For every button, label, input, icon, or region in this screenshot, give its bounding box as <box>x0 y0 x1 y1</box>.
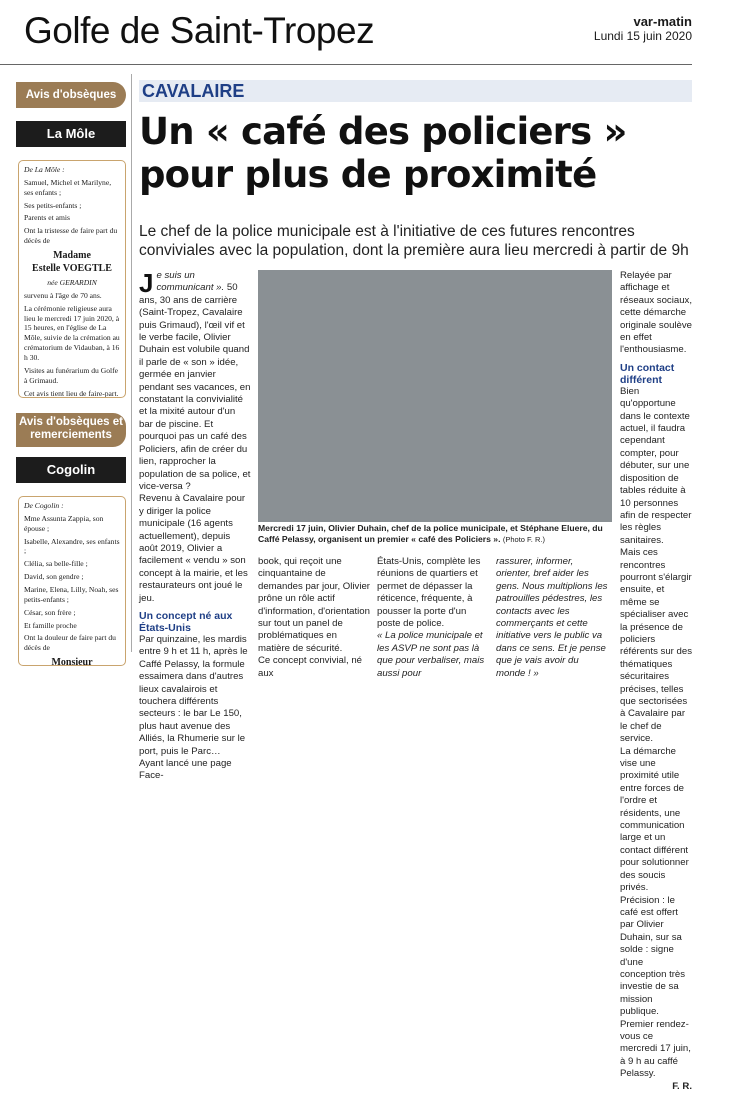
notice-line: Isabelle, Alexandre, ses enfants ; <box>24 536 120 556</box>
article-standfirst: Le chef de la police municipale est à l'initiative de ces futures rencontres conviviales avec la population, dont la première aura lieu mercredi à partir de 9h <box>139 223 689 259</box>
paragraph: Relayée par affichage et réseaux sociaux, cette démarche originale soulève en effet l'enthousiasme. <box>620 270 692 356</box>
obituary-thanks-section-tab: Avis d'obsèques et remerciements <box>16 413 126 447</box>
town-header-la-mole: La Môle <box>16 121 126 147</box>
newspaper-name: var-matin <box>633 14 692 29</box>
article-column-3 <box>377 556 489 680</box>
paragraph: Ce concept convivial, né aux <box>258 655 362 679</box>
article-photo <box>258 270 612 522</box>
notice-line: Cet avis tient lieu de faire-part. <box>24 388 119 398</box>
paragraph: Par quinzaine, les mardis entre 9 h et 11 h, après le Caffé Pelassy, la formule essaimera dans d'autres lieux cavalairois et touchera différents secteurs : le bar Le 150, plus haut avenue des Alliés, la Rhumerie sur le port, puis le Parc… <box>139 633 248 757</box>
obituary-notice-1 <box>18 160 126 398</box>
notice-line: Samuel, Michel et Marilyne, ses enfants ; <box>24 177 112 197</box>
notice-line: Ont la douleur de faire part du décès de <box>24 633 116 653</box>
notice-line: David, son gendre ; <box>24 572 84 582</box>
notice-line: Marine, Elena, Lilly, Noah, ses petits-enfants ; <box>24 585 119 604</box>
maiden-name: née GERARDIN <box>47 278 97 288</box>
opening-quote: e suis un communicant ». <box>156 270 225 294</box>
newspaper-info <box>594 14 692 43</box>
quote: « La police municipale et les ASVP ne sont pas là que pour verbaliser, mais aussi pour <box>377 630 485 679</box>
subheading: Un concept né aux États-Unis <box>139 609 233 634</box>
article-column-1 <box>139 270 251 783</box>
paragraph: Revenu à Cavalaire pour y diriger la police municipale (16 agents actuellement), depuis août 2019, Olivier a facilement « vendu » son concept à la mairie, et les restaurateurs ont joué le jeu. <box>139 493 248 604</box>
obituary-section-tab: Avis d'obsèques <box>16 82 126 108</box>
notice-line: Clélia, sa belle-fille ; <box>24 559 88 569</box>
deceased-name: Estelle VOEGTLE <box>32 263 112 275</box>
paragraph: book, qui reçoit une cinquantaine de demandes par jour, Olivier prône un rôle actif d'information, d'orientation sur tout un panel de problématiques en matière de sécurité. <box>258 556 370 654</box>
obituary-notice-2 <box>18 496 126 666</box>
notice-line: Ont la tristesse de faire part du décès de <box>24 226 118 246</box>
photo-caption <box>258 523 612 545</box>
article-column-2 <box>258 556 370 680</box>
notice-line: survenu à l'âge de 70 ans. <box>24 290 102 300</box>
deceased-title: Madame <box>53 250 91 262</box>
paragraph: La démarche vise une proximité utile entre forces de l'ordre et résidents, une communication large et un contact différent pour solutionner des soucis privés. <box>620 745 689 894</box>
drop-cap: J <box>139 268 154 298</box>
sidebar-divider <box>131 74 132 652</box>
notice-ceremony: La cérémonie religieuse aura lieu le mercredi 17 juin 2020, à 15 heures, en l'église de La Môle, suivie de la crémation au crématorium de Vidauban, à 16 h 30. <box>24 303 120 363</box>
author-signature: F. R. <box>672 1080 692 1092</box>
subheading: Un contact différent <box>620 361 675 386</box>
notice-line: Mme Assunta Zappia, son épouse ; <box>24 513 104 533</box>
paragraph: Ayant lancé une page Face- <box>139 758 232 782</box>
photo-credit: (Photo F. R.) <box>502 534 545 544</box>
article-column-5 <box>620 270 692 1093</box>
notice-origin: De Cogolin : <box>24 501 64 510</box>
masthead-rule <box>0 64 692 65</box>
notice-line: César, son frère ; <box>24 607 76 617</box>
paragraph: 50 ans, 30 ans de carrière (Saint-Tropez, Cavalaire puis Grimaud), l'œil vif et le verbe facile, Olivier Duhain est volubile quand il parle de « son » idée, germée en janvier pendant ses vacances, en constatant la convivialité et la mixité autour d'un bar de piscine. Et pourquoi pas un café des Policiers, afin de créer du lien, rapprocher la population de sa police, et vice-versa ? <box>139 282 251 492</box>
paragraph: Précision : le café est offert par Olivier Duhain, sur sa solde : signe d'une conception très investie de sa mission publique. <box>620 894 686 1018</box>
notice-line: Et famille proche <box>24 620 77 630</box>
paragraph: Mais ces rencontres pourront s'élargir ensuite, et même se spécialiser avec la présence de policiers référents sur des thématiques sécuritaires précises, telles que sectorisées à Cavalaire par le chef de service. <box>620 547 692 745</box>
paragraph: États-Unis, complète les réunions de quartiers et permet de dépasser la réticence, fréquente, à pousser la porte d'un poste de police. <box>377 556 481 630</box>
notice-origin: De La Môle : <box>24 165 65 174</box>
page-margin <box>692 0 750 652</box>
caption-text: Mercredi 17 juin, Olivier Duhain, chef de la police municipale, et Stéphane Eluere, du Caffé Pelassy, organisent un premier « café des Policiers ». <box>258 523 603 544</box>
notice-line: Parents et amis <box>24 213 70 223</box>
deceased-title: Monsieur <box>51 657 93 666</box>
kicker-label: CAVALAIRE <box>142 81 245 101</box>
article-headline: Un « café des policiers » pour plus de proximité <box>139 110 627 196</box>
quote: rassurer, informer, orienter, bref aider les gens. Nous multiplions les patrouilles pédestres, les contacts avec les commerçants et cette initiative vers le public va dans ce sens. Et je pense que je vais avoir du monde ! » <box>496 556 608 679</box>
section-title: Golfe de Saint-Tropez <box>24 10 375 51</box>
issue-date: Lundi 15 juin 2020 <box>593 29 692 43</box>
paragraph: Premier rendez-vous ce mercredi 17 juin, à 9 h au caffé Pelassy. <box>620 1018 691 1080</box>
article-kicker <box>139 80 692 102</box>
notice-line: Visites au funérarium du Golfe à Grimaud. <box>24 365 119 385</box>
town-header-cogolin: Cogolin <box>16 457 126 483</box>
paragraph: Bien qu'opportune dans le contexte actuel, il faudra cependant compter, pour débuter, sur une disposition de tables réduite à 10 personnes afin de respecter les règles sanitaires. <box>620 385 692 546</box>
notice-line: Ses petits-enfants ; <box>24 200 82 210</box>
article-column-4 <box>496 556 610 680</box>
